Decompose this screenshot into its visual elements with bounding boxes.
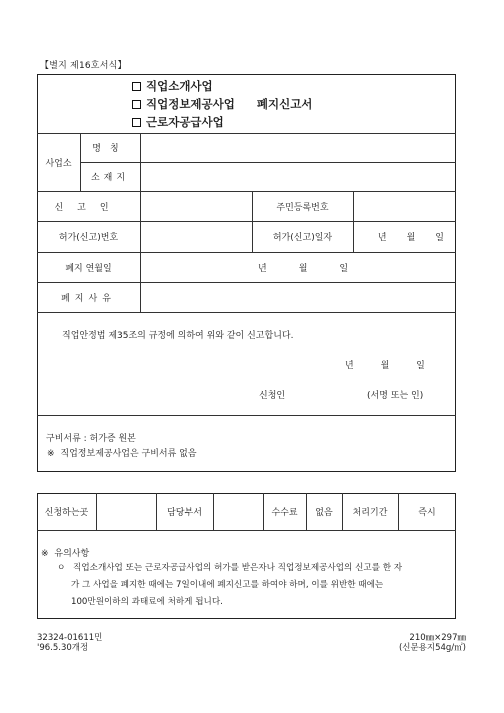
notice-line: 가 그 사업을 폐지한 때에는 7일이내에 폐지신고를 하여야 하며, 이를 위반한 때에는: [71, 580, 384, 590]
footer-code: 32324-01611민: [37, 633, 103, 643]
permit-date-field[interactable]: [354, 221, 456, 252]
title-option-label: 근로자공급사업: [146, 115, 224, 129]
closure-date-label: 폐지 연월일: [65, 263, 112, 274]
closure-reason-field[interactable]: [141, 282, 456, 312]
divider: [37, 415, 456, 416]
notice-line: 100만원이하의 과태료에 처하게 됩니다.: [71, 597, 223, 607]
notice-line: 직업소개사업 또는 근로자공급사업의 허가를 받은자나 직업정보제공사업의 신고를 한 자: [73, 563, 403, 573]
closure-date-field[interactable]: [141, 252, 456, 282]
business-name-field[interactable]: [141, 133, 456, 162]
closure-reason-label: 폐지사유: [61, 293, 116, 304]
permit-date-label: 허가(신고)일자: [272, 233, 333, 243]
department-field[interactable]: [214, 493, 263, 530]
period-value: 즉시: [418, 508, 436, 518]
submit-to-label: 신청하는곳: [44, 508, 89, 518]
business-name-label: 명칭: [92, 144, 128, 154]
reporter-field[interactable]: [141, 191, 252, 221]
fee-value: 없음: [315, 508, 333, 518]
attachments-note: ※ 직업정보제공사업은 구비서류 없음: [47, 449, 197, 459]
day-label: 일: [435, 233, 444, 243]
permit-number-label: 허가(신고)번호: [58, 233, 119, 243]
day-label: 일: [416, 361, 425, 371]
applicant-label: 신청인: [259, 391, 286, 401]
business-location-field[interactable]: [141, 162, 456, 191]
footer-paper-size: 210㎜×297㎜: [409, 633, 466, 643]
attachments-line: 구비서류 : 허가증 원본: [46, 434, 136, 444]
title-option-label: 직업정보제공사업: [146, 97, 235, 111]
department-label: 담당부서: [167, 508, 202, 518]
footer-revised: '96.5.30개정: [37, 643, 89, 653]
month-label: 월: [298, 263, 308, 274]
checkbox-icon[interactable]: [132, 118, 141, 127]
statement-date: [345, 358, 425, 371]
form-title: 폐지신고서: [256, 97, 313, 111]
year-label: 년: [258, 263, 267, 274]
business-location-label: 소재지: [90, 173, 130, 183]
divider: [37, 530, 456, 531]
form-number-label: 【별지 제16호서식】: [40, 61, 127, 71]
asterisk-icon: ※: [41, 549, 49, 559]
notice-heading: ※ 유의사항: [41, 549, 90, 559]
month-label: 월: [380, 361, 390, 371]
business-group-label: 사업소: [45, 158, 72, 169]
resident-number-label: 주민등록번호: [276, 202, 329, 213]
title-option-3[interactable]: [132, 114, 224, 130]
title-option-2[interactable]: [132, 96, 312, 112]
signature-hint: (서명 또는 인): [367, 391, 424, 401]
checkbox-icon[interactable]: [132, 82, 141, 91]
fee-label: 수수료: [271, 508, 298, 518]
submit-to-field[interactable]: [97, 493, 156, 530]
checkbox-icon[interactable]: [132, 100, 141, 109]
month-label: 월: [406, 233, 416, 243]
reporter-label: 신고인: [54, 202, 123, 213]
statement-text: 직업안정법 제35조의 규정에 의하여 위와 같이 신고합니다.: [62, 331, 294, 341]
asterisk-icon: ※: [47, 449, 55, 459]
bullet-icon: ㅇ: [57, 563, 66, 573]
year-label: 년: [345, 361, 354, 371]
title-option-1[interactable]: [132, 78, 213, 94]
title-option-label: 직업소개사업: [146, 79, 213, 93]
footer-paper-type: (신문용지54g/㎡): [398, 643, 466, 653]
divider: [37, 312, 456, 313]
notice-body: [57, 560, 449, 611]
period-label: 처리기간: [352, 508, 388, 518]
resident-number-field[interactable]: [354, 191, 456, 221]
permit-number-field[interactable]: [141, 221, 252, 252]
day-label: 일: [339, 263, 349, 274]
year-label: 년: [377, 233, 387, 243]
